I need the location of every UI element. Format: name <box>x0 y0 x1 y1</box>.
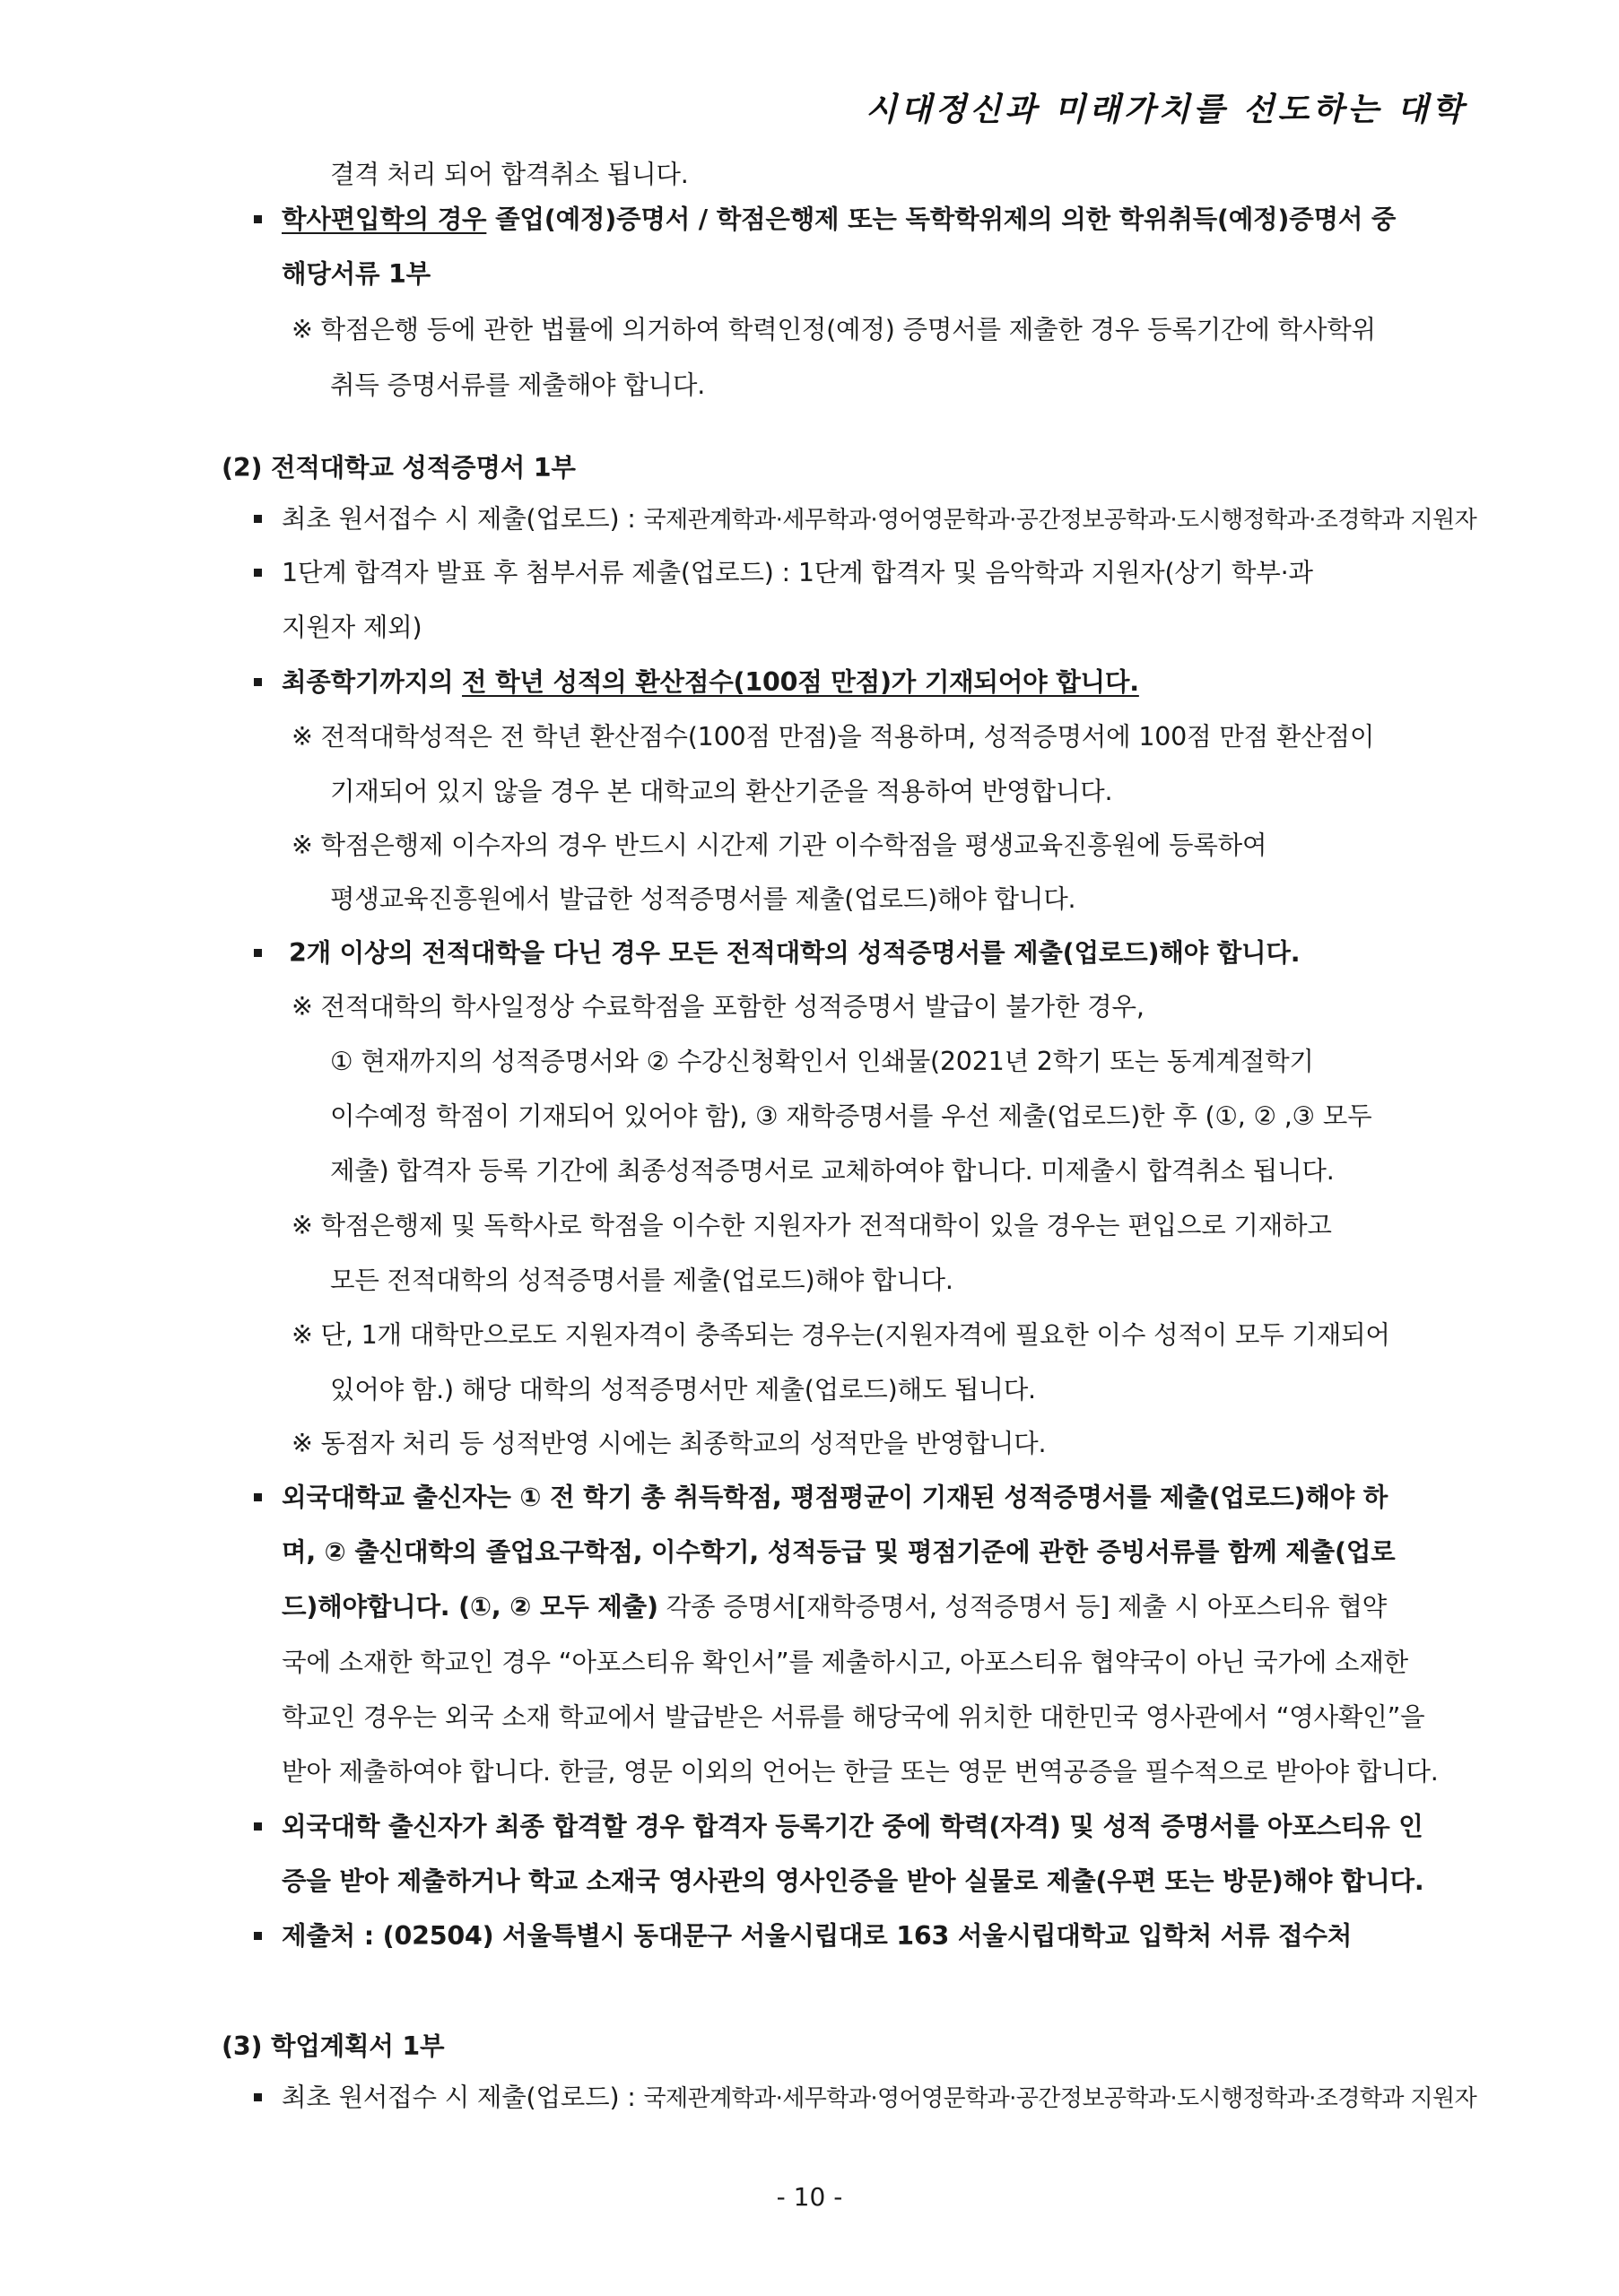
note-line: ※ 전적대학성적은 전 학년 환산점수(100점 만점)을 적용하며, 성적증명서에 100점 만점 환산점이 <box>292 722 1375 752</box>
text-line: 증을 받아 제출하거나 학교 소재국 영사관의 영사인증을 받아 실물로 제출(우편 또는 방문)해야 합니다. <box>282 1866 1424 1896</box>
bullet-icon <box>254 1822 262 1831</box>
text-line: 취득 증명서류를 제출해야 합니다. <box>330 370 706 400</box>
text-line: 해당서류 1부 <box>282 259 431 289</box>
page-number: - 10 - <box>776 2182 843 2212</box>
bullet-icon <box>254 678 262 686</box>
text-line: 학교인 경우는 외국 소재 학교에서 발급받은 서류를 해당국에 위치한 대한민국 영사관에서 “영사확인”을 <box>282 1702 1425 1732</box>
bullet-icon <box>254 2093 262 2101</box>
text-line: ① 현재까지의 성적증명서와 ② 수강신청확인서 인쇄물(2021년 2학기 또는 동계계절학기 <box>330 1047 1314 1076</box>
text-line: 기재되어 있지 않을 경우 본 대학교의 환산기준을 적용하여 반영합니다. <box>330 777 1113 806</box>
bullet-icon <box>254 569 262 577</box>
underlined-text: 학사편입학의 경우 <box>282 204 487 234</box>
text-line: 외국대학교 출신자는 ① 전 학기 총 취득학점, 평점평균이 기재된 성적증명서를 제출(업로드)해야 하 <box>282 1483 1388 1512</box>
bullet-icon <box>254 515 262 523</box>
text-line: 있어야 함.) 해당 대학의 성적증명서만 제출(업로드)해도 됩니다. <box>330 1375 1036 1405</box>
text-line: 최초 원서접수 시 제출(업로드) : 국제관계학과·세무학과·영어영문학과·공간정보공학과·도시행정학과·조경학과 지원자 <box>282 504 1477 534</box>
note-line: ※ 동점자 처리 등 성적반영 시에는 최종학교의 성적만을 반영합니다. <box>292 1429 1047 1458</box>
underlined-text: 전 학년 성적의 환산점수(100점 만점)가 기재되어야 합니다. <box>462 667 1139 697</box>
text-line: 받아 제출하여야 합니다. 한글, 영문 이외의 언어는 한글 또는 영문 번역공증을 필수적으로 받아야 합니다. <box>282 1757 1439 1787</box>
bullet-icon <box>254 215 262 223</box>
text-line: 드)해야합니다. (①, ② 모두 제출) 각종 증명서[재학증명서, 성적증명서 등] 제출 시 아포스티유 협약 <box>282 1592 1387 1622</box>
note-line: ※ 단, 1개 대학만으로도 지원자격이 충족되는 경우는(지원자격에 필요한 이수 성적이 모두 기재되어 <box>292 1320 1390 1350</box>
text-line: 모든 전적대학의 성적증명서를 제출(업로드)해야 합니다. <box>330 1265 953 1295</box>
section-heading: (2) 전적대학교 성적증명서 1부 <box>222 453 576 483</box>
text-line: 이수예정 학점이 기재되어 있어야 함), ③ 재학증명서를 우선 제출(업로드)한 후 (①, ② ,③ 모두 <box>330 1101 1372 1131</box>
text-line: 외국대학 출신자가 최종 합격할 경우 합격자 등록기간 중에 학력(자격) 및 성적 증명서를 아포스티유 인 <box>282 1812 1423 1841</box>
section-heading: (3) 학업계획서 1부 <box>222 2031 445 2061</box>
header-slogan: 시대정신과 미래가치를 선도하는 대학 <box>865 91 1467 128</box>
bullet-icon <box>254 1932 262 1940</box>
text-line: 지원자 제외) <box>282 613 422 642</box>
text-line: 2개 이상의 전적대학을 다닌 경우 모든 전적대학의 성적증명서를 제출(업로드)해야 합니다. <box>289 938 1301 968</box>
text-line: 결격 처리 되어 합격취소 됩니다. <box>330 160 689 189</box>
text-line: 1단계 합격자 발표 후 첨부서류 제출(업로드) : 1단계 합격자 및 음악학과 지원자(상기 학부·과 <box>282 558 1313 587</box>
text-line: 학사편입학의 경우 졸업(예정)증명서 / 학점은행제 또는 독학학위제의 의한 학위취득(예정)증명서 중 <box>282 204 1397 234</box>
bullet-icon <box>254 949 262 957</box>
note-line: ※ 학점은행제 이수자의 경우 반드시 시간제 기관 이수학점을 평생교육진흥원에 등록하여 <box>292 831 1267 860</box>
text-line: 최종학기까지의 전 학년 성적의 환산점수(100점 만점)가 기재되어야 합니다. <box>282 667 1139 697</box>
bullet-icon <box>254 1493 262 1501</box>
text-line: 제출처 : (02504) 서울특별시 동대문구 서울시립대로 163 서울시립대학교 입학처 서류 접수처 <box>282 1921 1353 1951</box>
text-line: 평생교육진흥원에서 발급한 성적증명서를 제출(업로드)해야 합니다. <box>330 884 1076 914</box>
text-line: 국에 소재한 학교인 경우 “아포스티유 확인서”를 제출하시고, 아포스티유 협약국이 아닌 국가에 소재한 <box>282 1648 1409 1677</box>
text-line: 제출) 합격자 등록 기간에 최종성적증명서로 교체하여야 합니다. 미제출시 합격취소 됩니다. <box>330 1156 1335 1186</box>
note-line: ※ 학점은행 등에 관한 법률에 의거하여 학력인정(예정) 증명서를 제출한 경우 등록기간에 학사학위 <box>292 315 1376 344</box>
text-line: 최초 원서접수 시 제출(업로드) : 국제관계학과·세무학과·영어영문학과·공간정보공학과·도시행정학과·조경학과 지원자 <box>282 2083 1477 2112</box>
note-line: ※ 학점은행제 및 독학사로 학점을 이수한 지원자가 전적대학이 있을 경우는 편입으로 기재하고 <box>292 1211 1332 1240</box>
text-line: 며, ② 출신대학의 졸업요구학점, 이수학기, 성적등급 및 평점기준에 관한 증빙서류를 함께 제출(업로 <box>282 1537 1396 1567</box>
note-line: ※ 전적대학의 학사일정상 수료학점을 포함한 성적증명서 발급이 불가한 경우, <box>292 992 1145 1022</box>
